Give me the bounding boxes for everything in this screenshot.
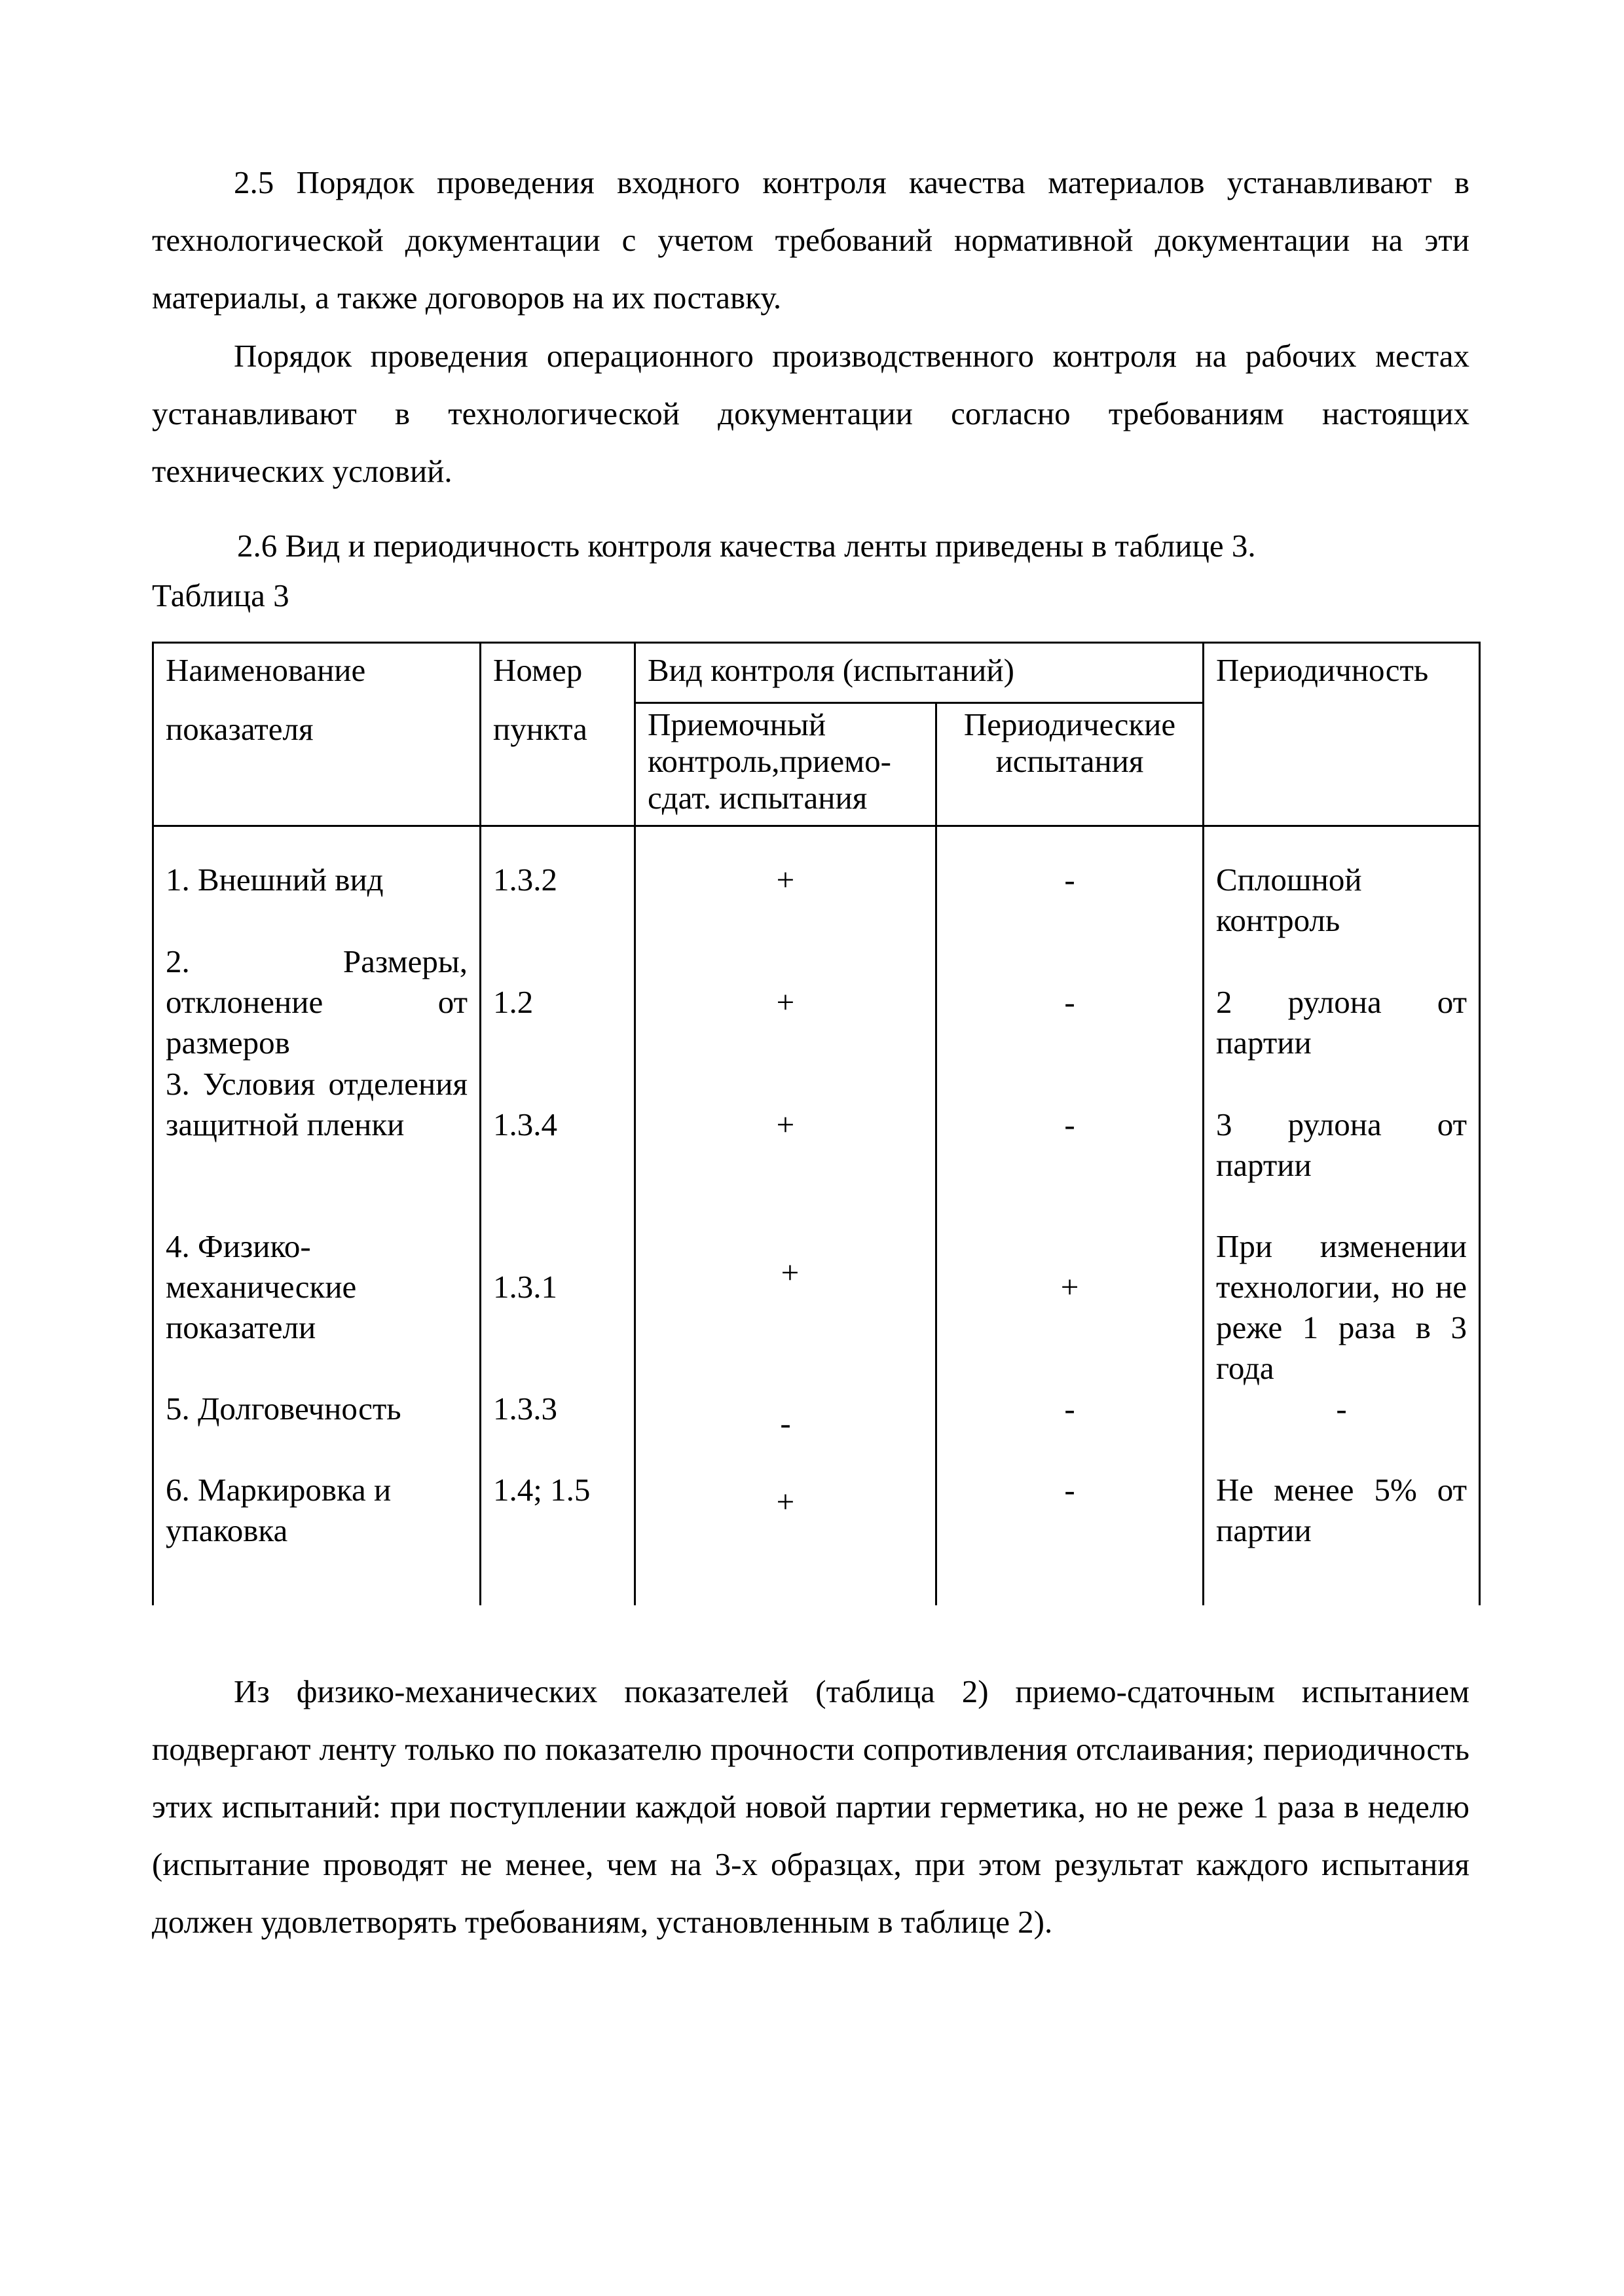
row6-periodic-mark: - (1064, 1472, 1075, 1508)
row4-number: 1.3.1 (493, 1269, 557, 1305)
row2-number: 1.2 (493, 984, 534, 1020)
header-number-line1: Номер (493, 652, 583, 688)
row4-periodic-mark: + (1060, 1269, 1079, 1305)
row4-periodicity: При изменении технологии, но не реже 1 раза в 3 года (1216, 1228, 1467, 1386)
column-periodic-marks (936, 826, 1204, 1606)
row1-number: 1.3.2 (493, 862, 557, 898)
row3-periodic-mark: - (1064, 1106, 1075, 1142)
row1-name: 1. Внешний вид (166, 862, 384, 898)
row2-periodic-mark: - (1064, 984, 1075, 1020)
row4-name: 4. Физико-механические показатели (166, 1228, 357, 1345)
row5-acceptance-mark: - (780, 1405, 791, 1441)
row4-acceptance-mark: + (781, 1254, 800, 1290)
paragraph-physical-mechanical: Из физико-механических показателей (таблица 2) приемо-сдаточным испытанием подвергают ленту только по показателю прочности сопротивления отслаивания; периодичность этих испытаний: при поступлении каждой новой партии герметика, но не реже 1 раза в неделю (испытание проводят не менее, чем на 3-х образцах, при этом результат каждого испытания должен удовлетворять требованиям, установленным в таблице 2). (152, 1673, 1469, 1940)
row6-name: 6. Маркировка и упаковка (166, 1472, 392, 1548)
column-acceptance-marks (635, 826, 936, 1606)
row5-periodic-mark: - (1064, 1391, 1075, 1427)
paragraph-2-6: 2.6 Вид и периодичность контроля качества ленты приведены в таблице 3. (237, 528, 1256, 564)
paragraph-2-5: 2.5 Порядок проведения входного контроля качества материалов устанавливают в технологической документации с учетом требований нормативной документации на эти материалы, а также договоров на их поставку. (152, 164, 1469, 316)
column-periodicity (1204, 826, 1480, 1606)
header-periodicity: Периодичность (1204, 643, 1480, 826)
row3-number: 1.3.4 (493, 1106, 557, 1142)
row6-number: 1.4; 1.5 (493, 1472, 591, 1508)
header-name-line1: Наименование (166, 652, 366, 688)
row1-periodic-mark: - (1064, 862, 1075, 898)
column-indicator-names (153, 826, 481, 1606)
row6-acceptance-mark: + (776, 1484, 795, 1520)
header-indicator-name (153, 643, 481, 826)
row5-name: 5. Долговечность (166, 1391, 401, 1427)
row2-periodicity: 2 рулона от партии (1216, 984, 1467, 1061)
table-caption: Таблица 3 (152, 577, 289, 613)
row3-acceptance-mark: + (776, 1106, 795, 1142)
row6-periodicity: Не менее 5% от партии (1216, 1472, 1467, 1548)
row1-acceptance-mark: + (776, 862, 795, 898)
header-clause-number (481, 643, 635, 826)
header-periodic-tests: Периодические испытания (936, 703, 1204, 826)
row2-name: 2. Размеры, отклонение от размеров (166, 943, 468, 1061)
header-acceptance-control: Приемочный контроль,приемо-сдат. испытания (635, 703, 936, 826)
paragraph-operational-control: Порядок проведения операционного производственного контроля на рабочих местах устанавливают в технологической документации согласно требованиям настоящих технических условий. (152, 338, 1469, 489)
row5-number: 1.3.3 (493, 1391, 557, 1427)
row3-name: 3. Условия отделения защитной пленки (166, 1066, 468, 1142)
header-number-line2: пункта (493, 711, 587, 747)
header-control-type: Вид контроля (испытаний) (635, 643, 1204, 703)
header-name-line2: показателя (166, 711, 314, 747)
row5-periodicity: - (1336, 1391, 1347, 1427)
column-clause-numbers (481, 826, 635, 1606)
row1-periodicity: Сплошной контроль (1216, 862, 1362, 938)
row2-acceptance-mark: + (776, 984, 795, 1020)
quality-control-table (152, 642, 1481, 1605)
row3-periodicity: 3 рулона от партии (1216, 1106, 1467, 1183)
